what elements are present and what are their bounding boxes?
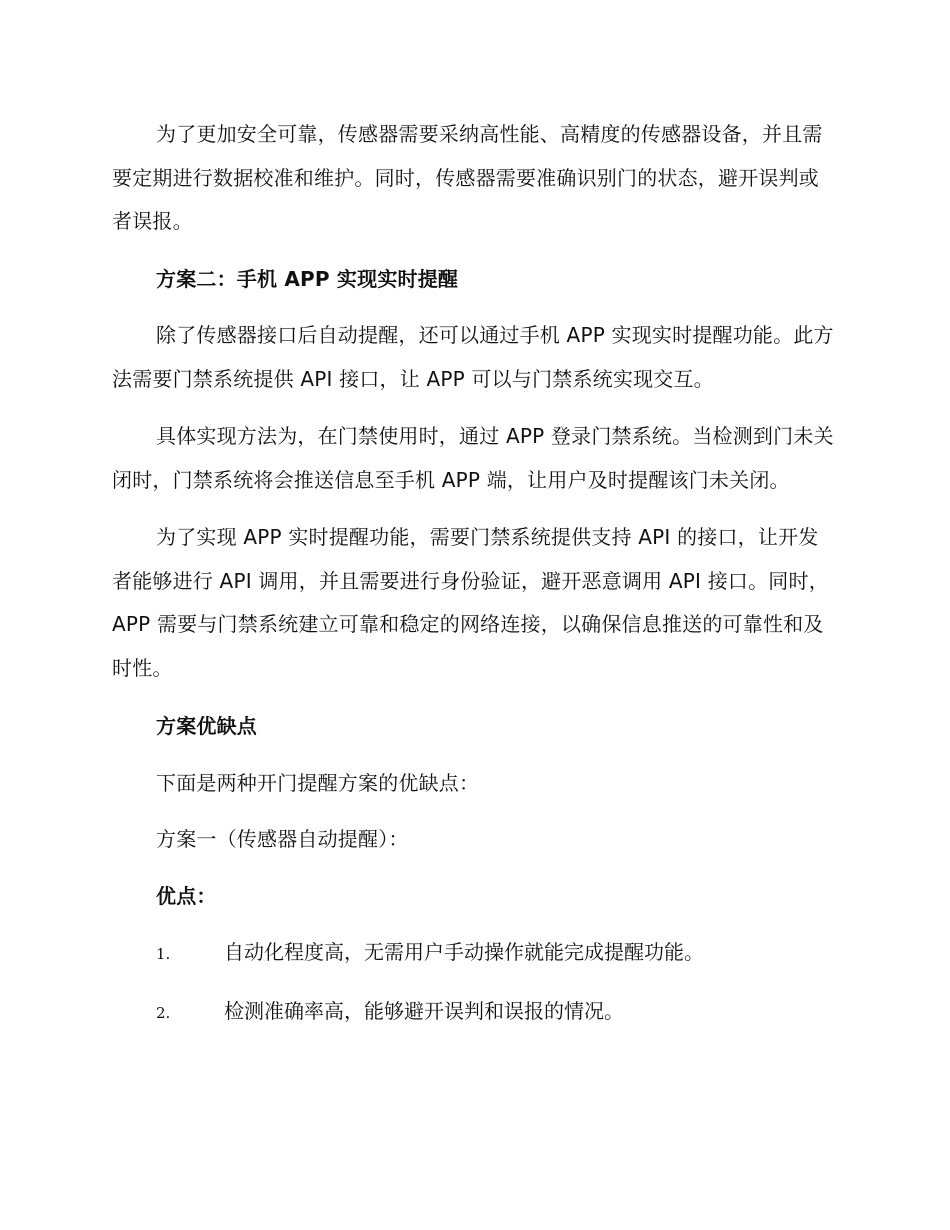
list-item — [112, 990, 836, 1036]
document-body — [112, 113, 836, 1035]
heading-pros-cons: 方案优缺点 — [156, 714, 257, 738]
list-number: 2. — [156, 1003, 171, 1022]
intro-pros-cons: 下面是两种开门提醒方案的优缺点： — [156, 770, 480, 795]
paragraph-sensor-reliability: 为了更加安全可靠，传感器需要采纳高性能、高精度的传感器设备，并且需要定期进行数据校准和维护。同时，传感器需要准确识别门的状态，避开误判或者误报。 — [112, 122, 823, 233]
list-text: 检测准确率高，能够避开误判和误报的情况。 — [224, 998, 624, 1023]
plan-1-label: 方案一（传感器自动提醒）： — [156, 827, 409, 851]
paragraph-api-requirements: 为了实现 APP 实时提醒功能，需要门禁系统提供支持 API 的接口，让开发者能够进行 API 调用，并且需要进行身份验证，避开恶意调用 API 接口。同时，APP 需要与门禁系统建立可靠和稳定的网络连接，以确保信息推送的可靠性和及时性。 — [112, 525, 829, 680]
list-number: 1. — [156, 945, 171, 963]
heading-plan-2: 方案二：手机 APP 实现实时提醒 — [156, 266, 459, 291]
list-item — [112, 931, 836, 977]
paragraph-implementation: 具体实现方法为，在门禁使用时，通过 APP 登录门禁系统。当检测到门未关闭时，门禁系统将会推送信息至手机 APP 端，让用户及时提醒该门未关闭。 — [112, 424, 834, 492]
list-text: 自动化程度高，无需用户手动操作就能完成提醒功能。 — [224, 940, 704, 964]
paragraph-app-reminder: 除了传感器接口后自动提醒，还可以通过手机 APP 实现实时提醒功能。此方法需要门禁系统提供 API 接口，让 APP 可以与门禁系统实现交互。 — [112, 323, 834, 391]
advantages-label: 优点： — [156, 883, 217, 908]
